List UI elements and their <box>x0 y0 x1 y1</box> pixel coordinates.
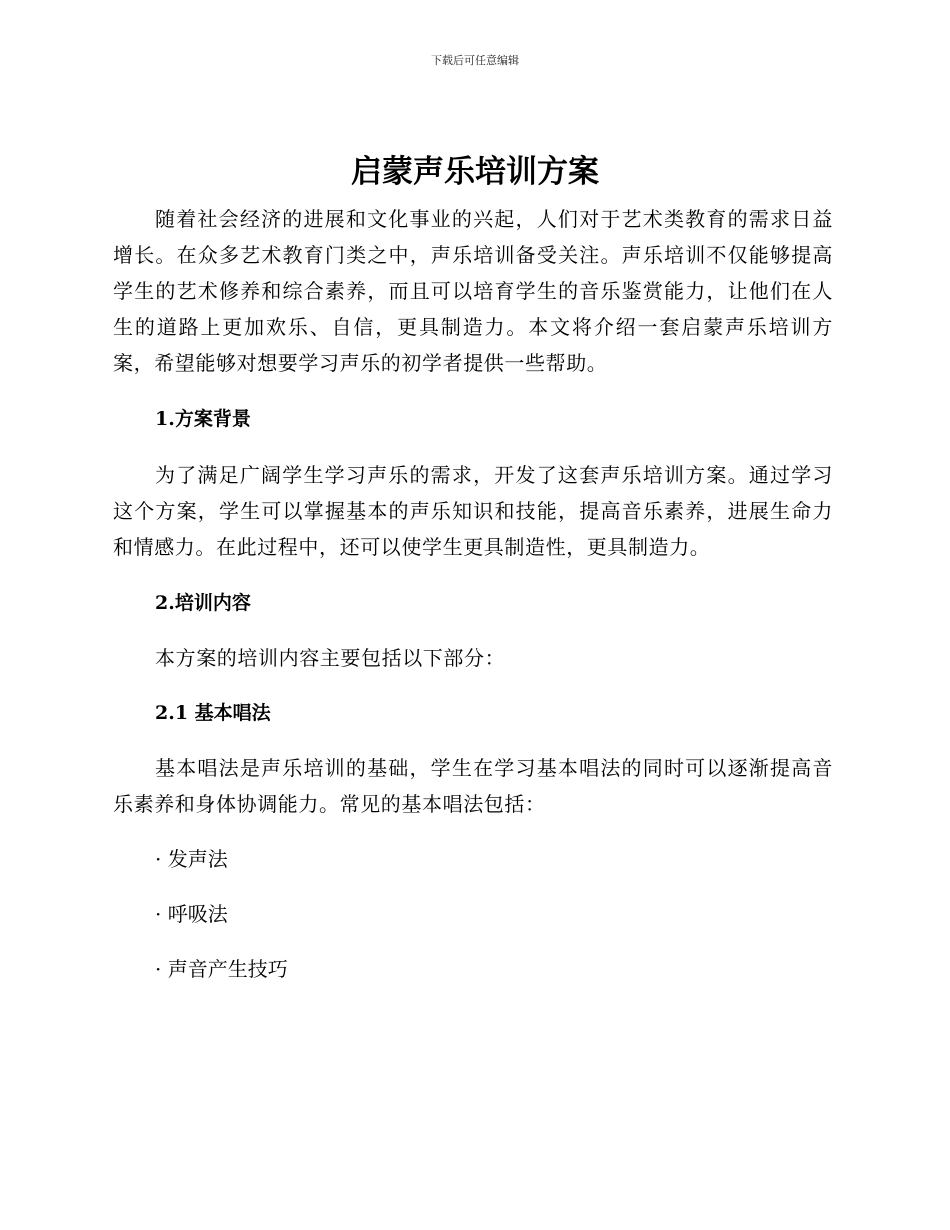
subsection-heading-basic-singing: 2.1 基本唱法 <box>155 702 271 724</box>
intro-paragraph: 随着社会经济的进展和文化事业的兴起，人们对于艺术类教育的需求日益增长。在众多艺术教育门类之中，声乐培训备受关注。声乐培训不仅能够提高学生的艺术修养和综合素养，而且可以培育学生的音乐鉴赏能力，让他们在人生的道路上更加欢乐、自信，更具制造力。本文将介绍一套启蒙声乐培训方案，希望能够对想要学习声乐的初学者提供一些帮助。 <box>113 207 833 375</box>
spacer <box>113 381 833 401</box>
list-item: · 呼吸法 <box>155 902 228 926</box>
spacer <box>113 877 833 896</box>
document-title: 启蒙声乐培训方案 <box>351 154 599 190</box>
list-item: · 声音产生技巧 <box>155 957 288 981</box>
section-heading-content: 2.培训内容 <box>155 592 251 614</box>
spacer <box>113 676 833 695</box>
spacer <box>113 565 833 585</box>
page-header: 下载后可任意编辑 <box>431 54 519 67</box>
spacer <box>113 932 833 951</box>
spacer <box>113 621 833 640</box>
basic-singing-paragraph: 基本唱法是声乐培训的基础，学生在学习基本唱法的同时可以逐渐提高音乐素养和身体协调能力。常见的基本唱法包括： <box>113 756 833 816</box>
content-paragraph: 本方案的培训内容主要包括以下部分： <box>155 646 506 670</box>
document-body <box>113 201 833 987</box>
spacer <box>113 437 833 457</box>
list-item: · 发声法 <box>155 847 228 871</box>
spacer <box>113 822 833 841</box>
background-paragraph: 为了满足广阔学生学习声乐的需求，开发了这套声乐培训方案。通过学习这个方案，学生可以掌握基本的声乐知识和技能，提高音乐素养，进展生命力和情感力。在此过程中，还可以使学生更具制造性，更具制造力。 <box>113 463 833 559</box>
section-heading-background: 1.方案背景 <box>155 408 251 430</box>
spacer <box>113 731 833 750</box>
